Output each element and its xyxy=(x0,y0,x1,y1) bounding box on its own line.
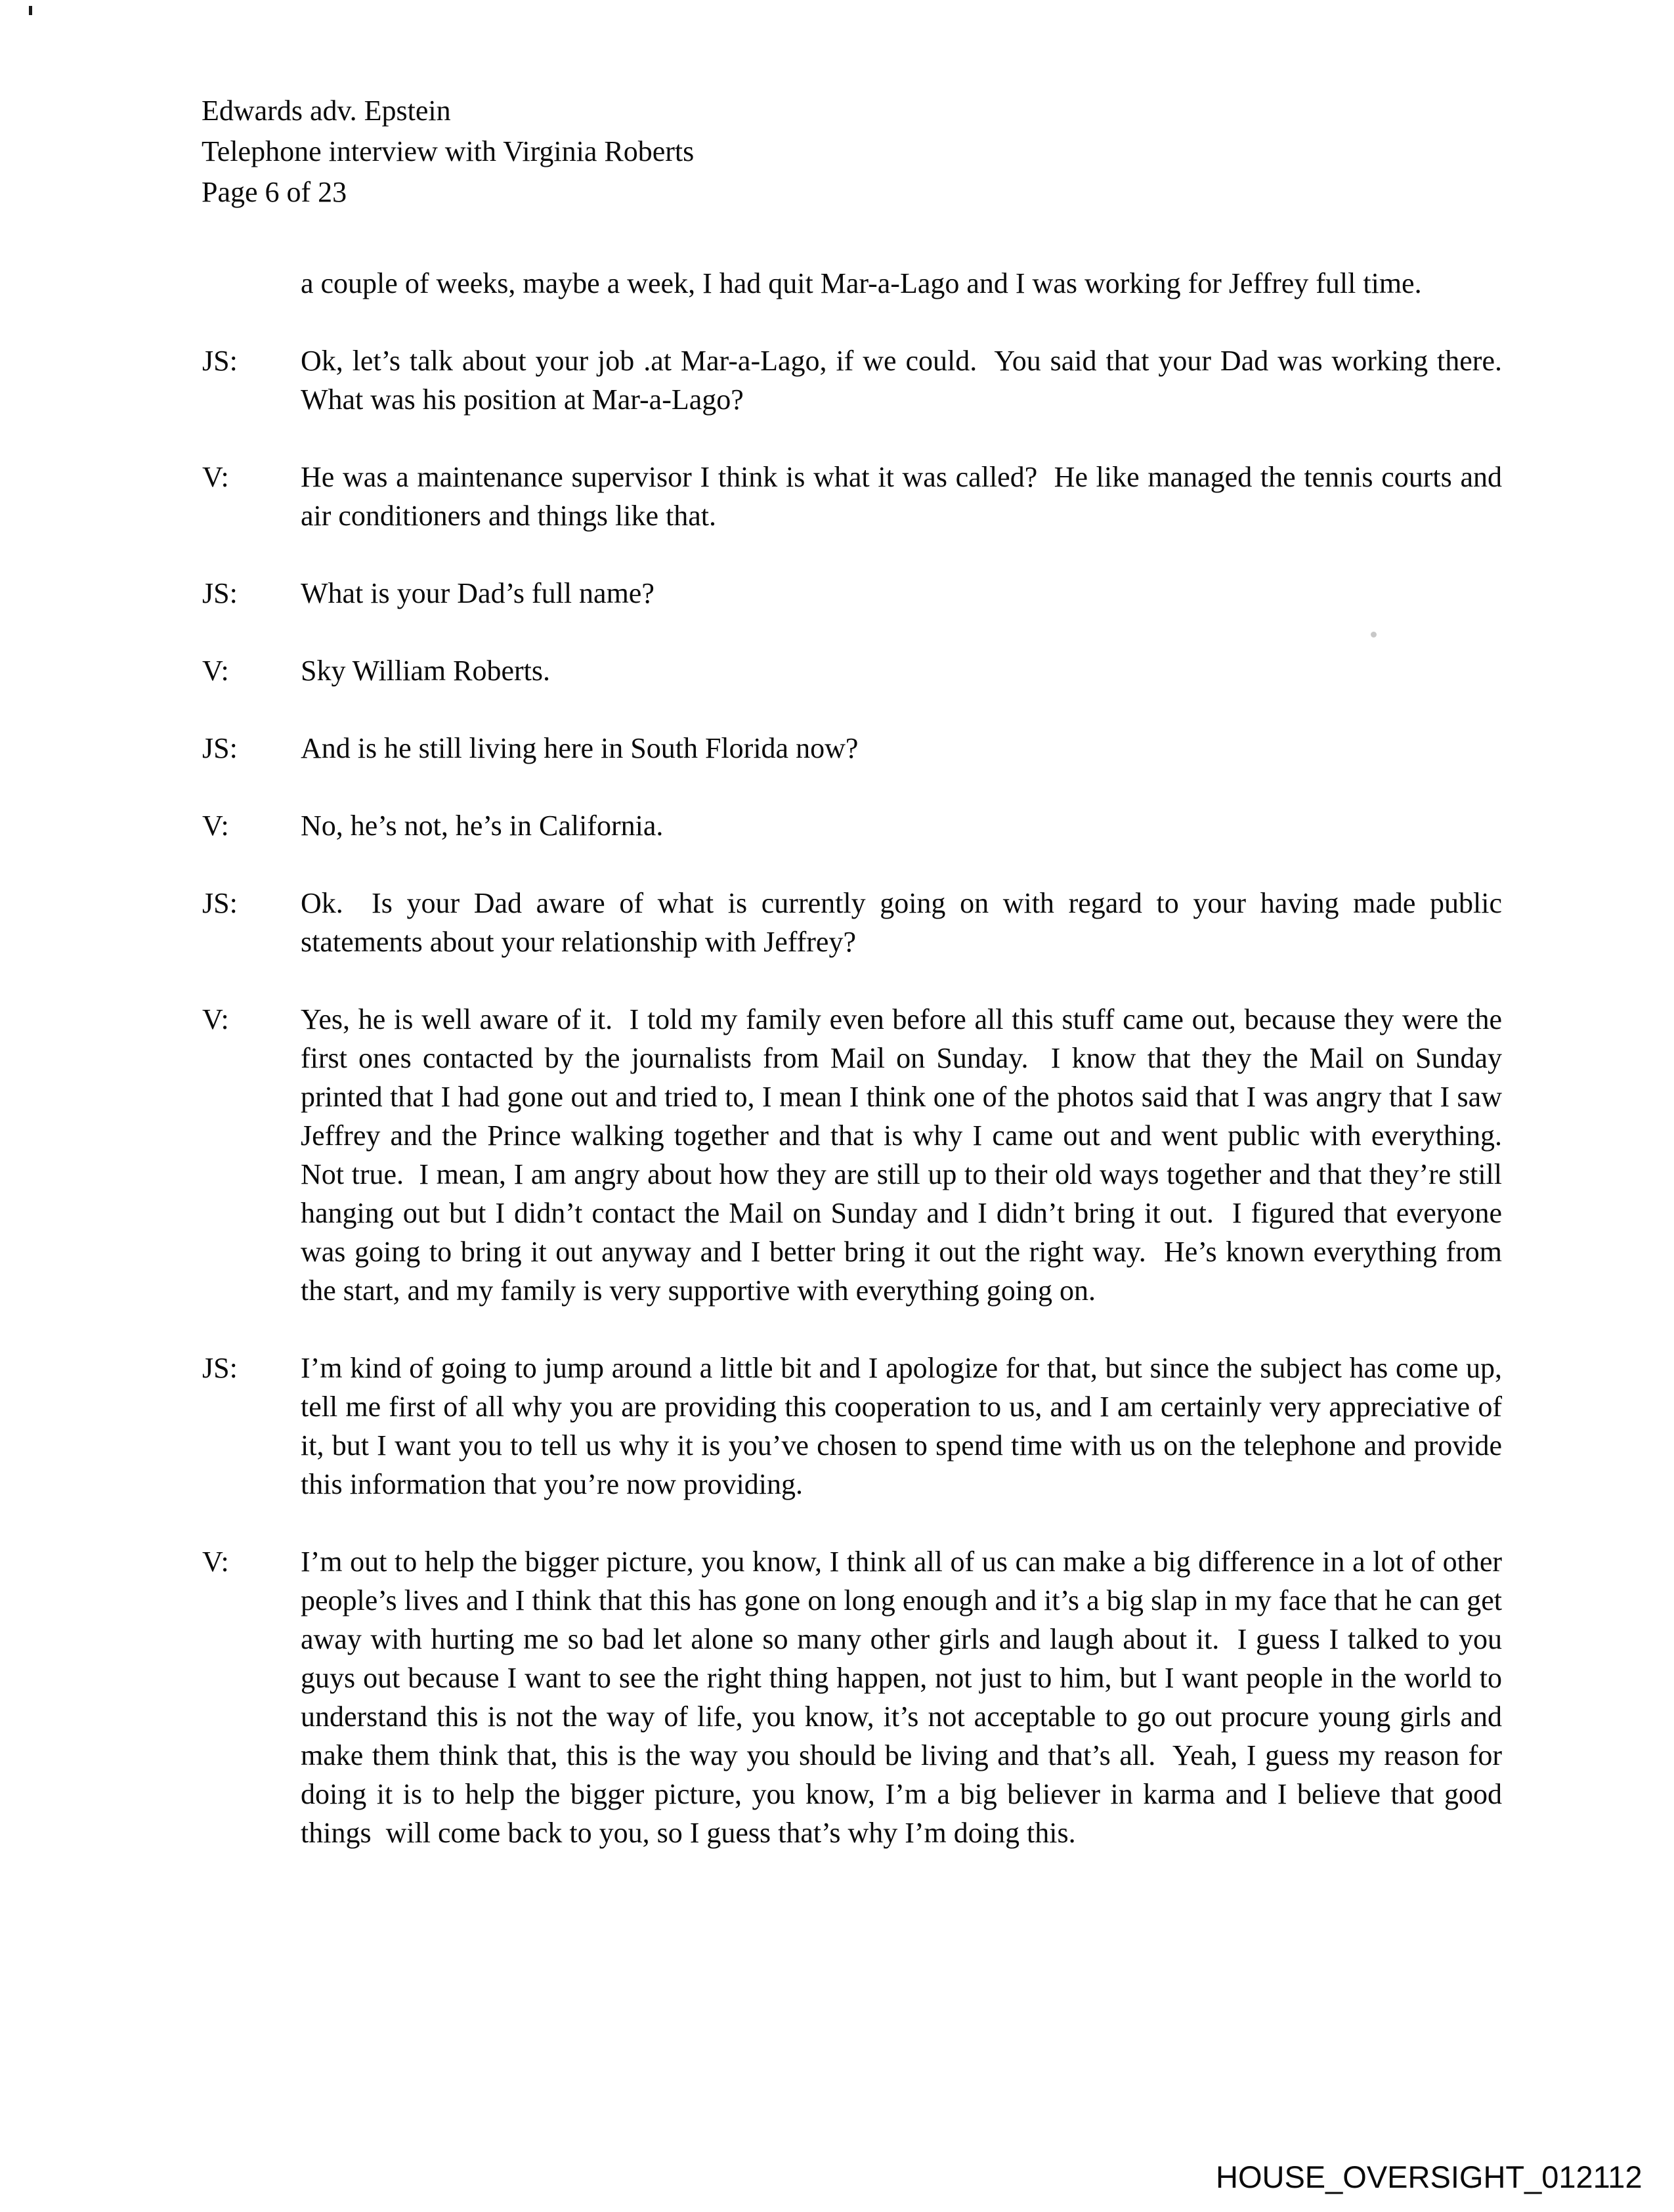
dialogue-entry-js xyxy=(202,1349,1509,1504)
header-case-name: Edwards adv. Epstein xyxy=(202,95,451,127)
utterance-text: Yes, he is well aware of it. I told my family even before all this stuff came out, because they were the first ones contacted by the journalists from Mail on Sunday. I know that they the Mail on Sunday printed that I had gone out and tried to, I mean I think one of the photos said that I was angry that I saw Jeffrey and the Prince walking together and that is why I came out and went public with everything. Not true. I mean, I am angry about how they are still up to their old ways together and that they’re still hanging out but I didn’t contact the Mail on Sunday and I didn’t bring it out. I figured that everyone was going to bring it out anyway and I better bring it out the right way. He’s known everything from the start, and my family is very supportive with everything going on. xyxy=(301,1003,1516,1307)
dialogue-entry-js xyxy=(202,341,1516,419)
speaker-label: V: xyxy=(202,810,229,842)
transcript-body xyxy=(202,264,1516,1891)
header-document-title: Telephone interview with Virginia Roberts xyxy=(202,135,695,167)
bates-number: HOUSE_OVERSIGHT_012112 xyxy=(1216,2159,1642,2194)
utterance-text: He was a maintenance supervisor I think is what it was called? He like managed the tennis courts and air conditioners and things like that. xyxy=(301,461,1509,532)
dialogue-entry-v xyxy=(202,651,1502,690)
speaker-label: V: xyxy=(202,1003,229,1035)
utterance-text: Ok. Is your Dad aware of what is currently going on with regard to your having made public statements about your relationship with Jeffrey? xyxy=(301,887,1509,958)
speaker-label: V: xyxy=(202,461,229,493)
speaker-label: JS: xyxy=(202,1352,238,1384)
utterance-text: Sky William Roberts. xyxy=(301,655,550,687)
utterance-text: a couple of weeks, maybe a week, I had quit Mar-a-Lago and I was working for Jeffrey full time. xyxy=(301,267,1422,299)
dialogue-entry-v xyxy=(202,458,1509,535)
speaker-label: V: xyxy=(202,655,229,687)
utterance-text: What is your Dad’s full name? xyxy=(301,577,655,609)
document-header xyxy=(202,91,694,213)
scan-artifact-tick xyxy=(29,6,32,15)
speaker-label: JS: xyxy=(202,345,238,377)
speaker-label: JS: xyxy=(202,732,238,764)
speaker-label: JS: xyxy=(202,577,238,609)
dialogue-entry-v xyxy=(202,806,1502,845)
utterance-text: I’m out to help the bigger picture, you know, I think all of us can make a big difference in a lot of other people’s lives and I think that this has gone on long enough and it’s a big slap in my face that he can get away with hurting me so bad let alone so many other girls and laugh about it. I guess I talked to you guys out because I want to see the right thing happen, not just to him, but I want people in the world to understand this is not the way of life, you know, it’s not acceptable to go out procure young girls and make them think that, this is the way you should be living and that’s all. Yeah, I guess my reason for doing it is to help the bigger picture, you know, I’m a big believer in karma and I believe that good things will come back to you, so I guess that’s why I’m doing this. xyxy=(301,1546,1509,1849)
utterance-text: No, he’s not, he’s in California. xyxy=(301,810,664,842)
utterance-text: I’m kind of going to jump around a little bit and I apologize for that, but since the subject has come up, tell me first of all why you are providing this cooperation to us, and I am certainly very appreciative of it, but I want you to tell us why it is you’ve chosen to spend time with us on the telephone and provide this information that you’re now providing. xyxy=(301,1352,1509,1500)
dialogue-entry-js xyxy=(202,729,1502,768)
speaker-label: JS: xyxy=(202,887,238,919)
dialogue-entry-js xyxy=(202,574,1502,613)
speaker-label: V: xyxy=(202,1546,229,1578)
utterance-text: Ok, let’s talk about your job .at Mar-a-Lago, if we could. You said that your Dad was working there. What was his position at Mar-a-Lago? xyxy=(301,345,1516,416)
dialogue-entry-v xyxy=(202,1000,1516,1310)
scan-artifact-speck xyxy=(1371,632,1377,638)
dialogue-entry-continuation xyxy=(202,264,1502,303)
dialogue-entry-v xyxy=(202,1542,1509,1852)
utterance-text: And is he still living here in South Florida now? xyxy=(301,732,859,764)
dialogue-entry-js xyxy=(202,884,1509,961)
header-page-number: Page 6 of 23 xyxy=(202,176,347,208)
